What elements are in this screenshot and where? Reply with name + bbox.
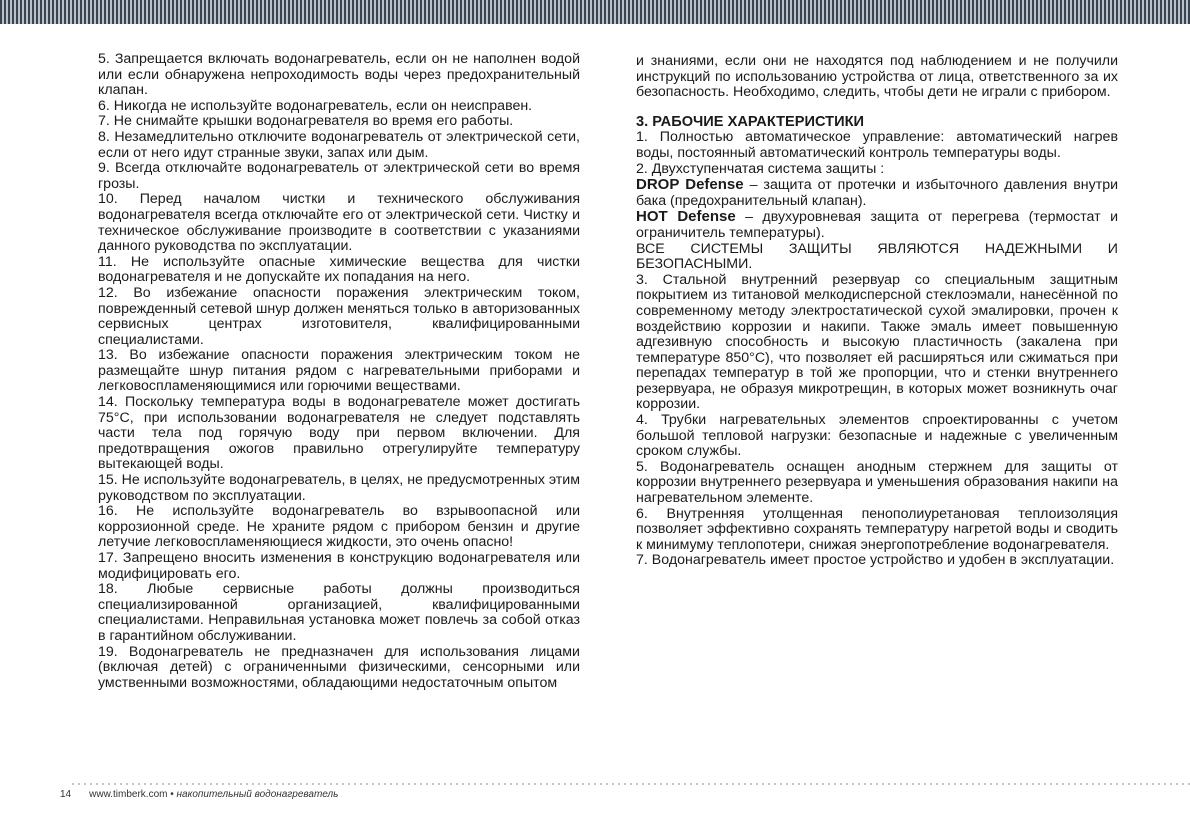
list-item: 6. Никогда не используйте водонагреватель, если он неисправен.	[98, 97, 533, 114]
list-item: 11. Не используйте опасные химические вещества для чистки водонагревателя и не допускайте их попадания на него.	[98, 253, 580, 286]
drop-defense-item	[636, 177, 1118, 209]
list-item: 3. Стальной внутренний резервуар со специальным защитным покрытием из титановой мелкодисперсной стеклоэмали, нанесённой по современному методу электростатической сухой эмалировки, прочен к воздействию коррозии и накипи. Также эмаль имеет повышенную адгезивную способность и высокую пластичность (закалена при температуре 850°С), что позволяет ей расширяться или сжиматься при перепадах температур в той же пропорции, что и стенки внутреннего резервуара, не образуя микротрещин, в которых может возникнуть очаг коррозии.	[636, 271, 1118, 413]
page-number: 14	[60, 789, 72, 800]
list-item: 13. Во избежание опасности поражения электрическим током не размещайте шнур питания рядом с нагревательными приборами и легковоспламеняющимися или горючими веществами.	[98, 347, 580, 395]
list-item: 17. Запрещено вносить изменения в конструкцию водонагревателя или модифицировать его.	[98, 550, 580, 582]
list-item: 15. Не используйте водонагреватель, в целях, не предусмотренных этим руководством по эксплуатации.	[98, 472, 580, 504]
continuation-text: и знаниями, если они не находятся под наблюдением и не получили инструкций по использованию устройства от лица, ответственного за их безопасность. Необходимо, следить, чтобы дети не играли с прибором.	[636, 53, 1118, 101]
footer-separator: •	[167, 789, 177, 800]
list-item: 4. Трубки нагревательных элементов спроектированны с учетом большой тепловой нагрузки: безопасные и надежные с увеличенным сроком службы.	[636, 412, 1118, 460]
footer-tagline: накопительный водонагреватель	[176, 789, 339, 800]
section-title: 3. РАБОЧИЕ ХАРАКТЕРИСТИКИ	[636, 113, 864, 130]
list-item: 19. Водонагреватель не предназначен для использования лицами (включая детей) с ограниченными физическими, сенсорными или умственными возможностями, обладающими недостаточным опытом	[98, 643, 580, 691]
list-item: 7. Не снимайте крышки водонагревателя во время его работы.	[98, 113, 514, 130]
list-item: 5. Запрещается включать водонагреватель, если он не наполнен водой или если обнаружена непроходимость воды через предохранительный клапан.	[98, 51, 580, 99]
left-column	[98, 52, 580, 691]
right-column	[636, 54, 1118, 569]
list-item: 9. Всегда отключайте водонагреватель от электрической сети во время грозы.	[98, 160, 580, 192]
page-footer	[60, 789, 338, 800]
list-item: 12. Во избежание опасности поражения электрическим током, поврежденный сетевой шнур должен меняться только в авторизованных сервисных центрах изготовителя, квалифицированными специалистами.	[98, 284, 580, 348]
drop-defense-text: – защита от протечки и избыточного давления внутри бака (предохранительный клапан).	[636, 177, 1119, 209]
list-item: 1. Полностью автоматическое управление: автоматический нагрев воды, постоянный автоматический контроль температуры воды.	[636, 129, 1118, 161]
list-item: 18. Любые сервисные работы должны производиться специализированной организацией, квалифицированными специалистами. Неправильная установка может повлечь за собой отказ в гарантийном обслуживании.	[98, 581, 580, 644]
list-item: 8. Незамедлительно отключите водонагреватель от электрической сети, если от него идут странные звуки, запах или дым.	[98, 128, 580, 161]
footer-dotted-divider	[70, 783, 1190, 785]
list-item: 6. Внутренняя утолщенная пенополиуретановая теплоизоляция позволяет эффективно сохранять температуру нагретой воды и сводить к минимуму теплопотери, снижая энергопотребление водонагревателя.	[636, 505, 1118, 553]
safety-statement: ВСЕ СИСТЕМЫ ЗАЩИТЫ ЯВЛЯЮТСЯ НАДЕЖНЫМИ И БЕЗОПАСНЫМИ.	[636, 240, 1118, 273]
drop-defense-label: DROP Defense	[636, 176, 744, 194]
hot-defense-text: – двухуровневая защита от перегрева (термостат и ограничитель температуры).	[636, 209, 1118, 241]
hot-defense-label: HOT Defense	[636, 208, 736, 226]
top-decorative-band	[0, 0, 1190, 24]
list-item: 10. Перед началом чистки и технического обслуживания водонагревателя всегда отключайте его от электрической сети. Чистку и техническое обслуживание производите в соответствии с указаниями данного руководства по эксплуатации.	[98, 191, 580, 255]
website-link[interactable]: www.timberk.com	[89, 789, 168, 800]
list-item: 5. Водонагреватель оснащен анодным стержнем для защиты от коррозии внутреннего резервуара и уменьшения образования накипи на нагревательном элементе.	[636, 458, 1118, 507]
list-item: 14. Поскольку температура воды в водонагревателе может достигать 75°С, при использовании водонагревателя не следует подставлять части тела под горячую воду при первом включении. Для предотвращения ожогов правильно отрегулируйте температуру вытекающей воды.	[98, 394, 580, 473]
list-item: 2. Двухступенчатая система защиты :	[636, 160, 885, 177]
hot-defense-item	[636, 209, 1118, 241]
list-item: 7. Водонагреватель имеет простое устройство и удобен в эксплуатации.	[636, 552, 1115, 569]
list-item: 16. Не используйте водонагреватель во взрывоопасной или коррозионной среде. Не храните рядом с прибором бензин и другие летучие легковоспламеняющиеся жидкости, это очень опасно!	[98, 503, 580, 551]
